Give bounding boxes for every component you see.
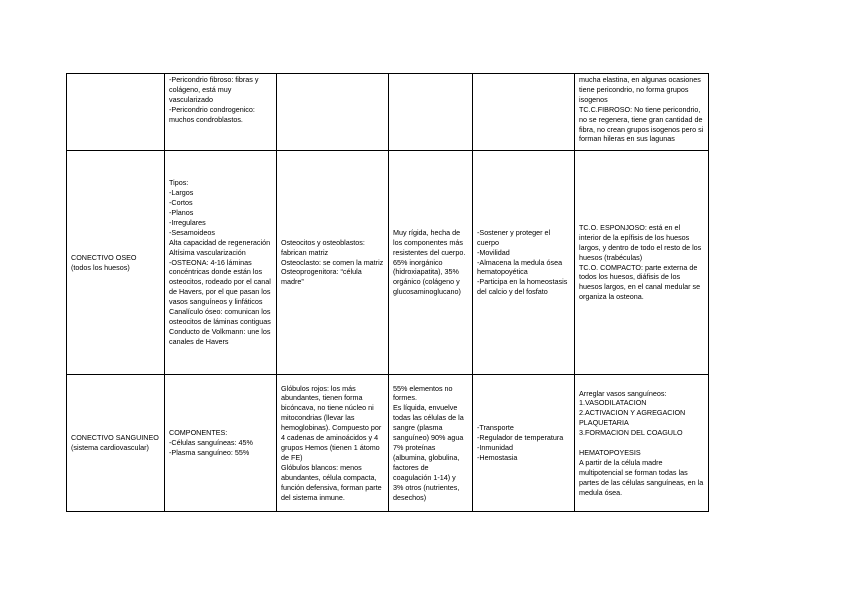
cell-line: Osteoprogenitora: “célula madre” — [281, 267, 362, 287]
matrix-cell — [389, 375, 473, 512]
table-row-blood — [67, 375, 709, 512]
cell-line: -Sesamoideos — [169, 227, 215, 237]
cell-line: -Largos — [169, 188, 194, 198]
characteristics-cell — [165, 151, 277, 375]
cell-line: -Plasma sanguíneo: 55% — [169, 447, 250, 457]
cell-line: 2.ACTIVACION Y AGREGACION PLAQUETARIA — [579, 408, 686, 428]
tissue-table — [66, 73, 709, 512]
cell-line: Alta capacidad de regeneración — [169, 237, 271, 247]
cell-line: -Participa en la homeostasis del calcio y del fosfato — [477, 277, 568, 297]
cells-cell — [277, 375, 389, 512]
cell-line: TC.O. COMPACTO: parte externa de todos los huesos, diáfisis de los huesos largos, en el canal medular se organiza la osteona. — [579, 262, 701, 302]
cell-line — [579, 438, 704, 448]
table-row-bone — [67, 151, 709, 375]
cell-line: Tipos: — [169, 178, 189, 188]
cell-line: COMPONENTES: — [169, 428, 228, 438]
cell-line: Glóbulos blancos: menos abundantes, célula compacta, función defensiva, forman parte del sistema inmune. — [281, 462, 382, 502]
tissue-cell — [67, 74, 165, 151]
cell-line: Es líquida, envuelve todas las células de la sangre (plasma sanguíneo) 90% agua 7% proteínas (albumina, globulina, factores de coagulación 1-14) y 3% otros (nutrientes, desechos) — [393, 403, 464, 502]
cell-line: -Pericondrio condrogenico: muchos condroblastos. — [169, 104, 255, 124]
cell-line: A partir de la célula madre multipotencial se forman todas las partes de las células sanguíneas, en la medula ósea. — [579, 457, 704, 497]
functions-cell — [473, 74, 575, 151]
cells-cell — [277, 151, 389, 375]
cell-line: -Hemostasia — [477, 452, 518, 462]
cell-line: Arreglar vasos sanguíneos: — [579, 388, 667, 398]
cell-line: Conducto de Volkmann: une los canales de Havers — [169, 326, 271, 346]
cell-line: Canalículo óseo: comunican los osteocitos de láminas contiguas — [169, 307, 271, 326]
functions-cell — [473, 151, 575, 375]
cell-line: -Cortos — [169, 198, 193, 208]
tissue-location: (sistema cardiovascular) — [71, 443, 149, 452]
functions-cell — [473, 375, 575, 512]
cell-line: 1.VASODILATACION — [579, 398, 647, 408]
cell-line: mucha elastina, en algunas ocasiones tiene pericondrio, no forma grupos isogenos — [579, 75, 701, 104]
cell-line: Glóbulos rojos: los más abundantes, tienen forma bicóncava, no tiene núcleo ni mitocondrias (llevar las hemoglobinas). Compuesto por 4 cadenas de aminoácidos y 4 grupos Hemos (tienen 1 átomo de FE) — [281, 383, 382, 462]
matrix-cell — [389, 151, 473, 375]
matrix-cell — [389, 74, 473, 151]
types-cell — [575, 151, 709, 375]
cell-line: -Inmunidad — [477, 443, 513, 452]
cell-line: -Transporte — [477, 423, 514, 433]
cell-line: 3.FORMACION DEL COAGULO — [579, 428, 683, 438]
characteristics-cell — [165, 375, 277, 512]
cell-line: -Almacena la medula ósea hematopoyética — [477, 257, 563, 277]
tissue-name: CONECTIVO OSEO — [71, 252, 137, 262]
cell-line: -Sostener y proteger el cuerpo — [477, 227, 551, 247]
cell-line: -Irregulares — [169, 217, 206, 227]
cell-line: -Planos — [169, 208, 194, 218]
cell-line: TC.O. ESPONJOSO: está en el interior de la epífisis de los huesos largos, y dentro de todo el resto de los huesos (trabéculas) — [579, 222, 702, 262]
cell-line: -Pericondrio fibroso: fibras y colágeno, está muy vascularizado — [169, 75, 259, 104]
tissue-location: (todos los huesos) — [71, 262, 130, 272]
cell-line: HEMATOPOYESIS — [579, 447, 641, 457]
tissue-cell — [67, 151, 165, 375]
characteristics-cell — [165, 74, 277, 151]
cell-line: Osteocitos y osteoblastos: — [281, 237, 365, 247]
cell-line: -OSTEONA: 4-16 láminas concéntricas donde están los osteocitos, rodeado por el canal de Havers, por el que pasan los vasos sanguíneos y linfáticos — [169, 257, 271, 307]
cell-line: Muy rígida, hecha de los componentes más resistentes del cuerpo. 65% inorgánico (hidroxiapatita), 35% orgánico (colágeno y glucosaminoglucano) — [393, 227, 466, 297]
cell-line: 55% elementos no formes. — [393, 383, 453, 403]
cell-line: TC.C.FIBROSO: No tiene pericondrio, no se regenera, tiene gran cantidad de fibra, no crean grupos isogenos pero si forman hileras en sus lagunas — [579, 104, 704, 144]
tissue-name: CONECTIVO SANGUINEO — [71, 433, 159, 443]
cell-line: fabrican matriz — [281, 247, 329, 257]
cell-line: -Regulador de temperatura — [477, 433, 564, 443]
table-row-cartilage — [67, 74, 709, 151]
cells-cell — [277, 74, 389, 151]
types-cell — [575, 375, 709, 512]
cell-line: -Movilidad — [477, 247, 510, 257]
types-cell — [575, 74, 709, 151]
cell-line: Osteoclasto: se comen la matriz — [281, 257, 384, 267]
tissue-cell — [67, 375, 165, 512]
cell-line: Altísima vascularización — [169, 247, 246, 257]
cell-line: -Células sanguíneas: 45% — [169, 438, 253, 448]
